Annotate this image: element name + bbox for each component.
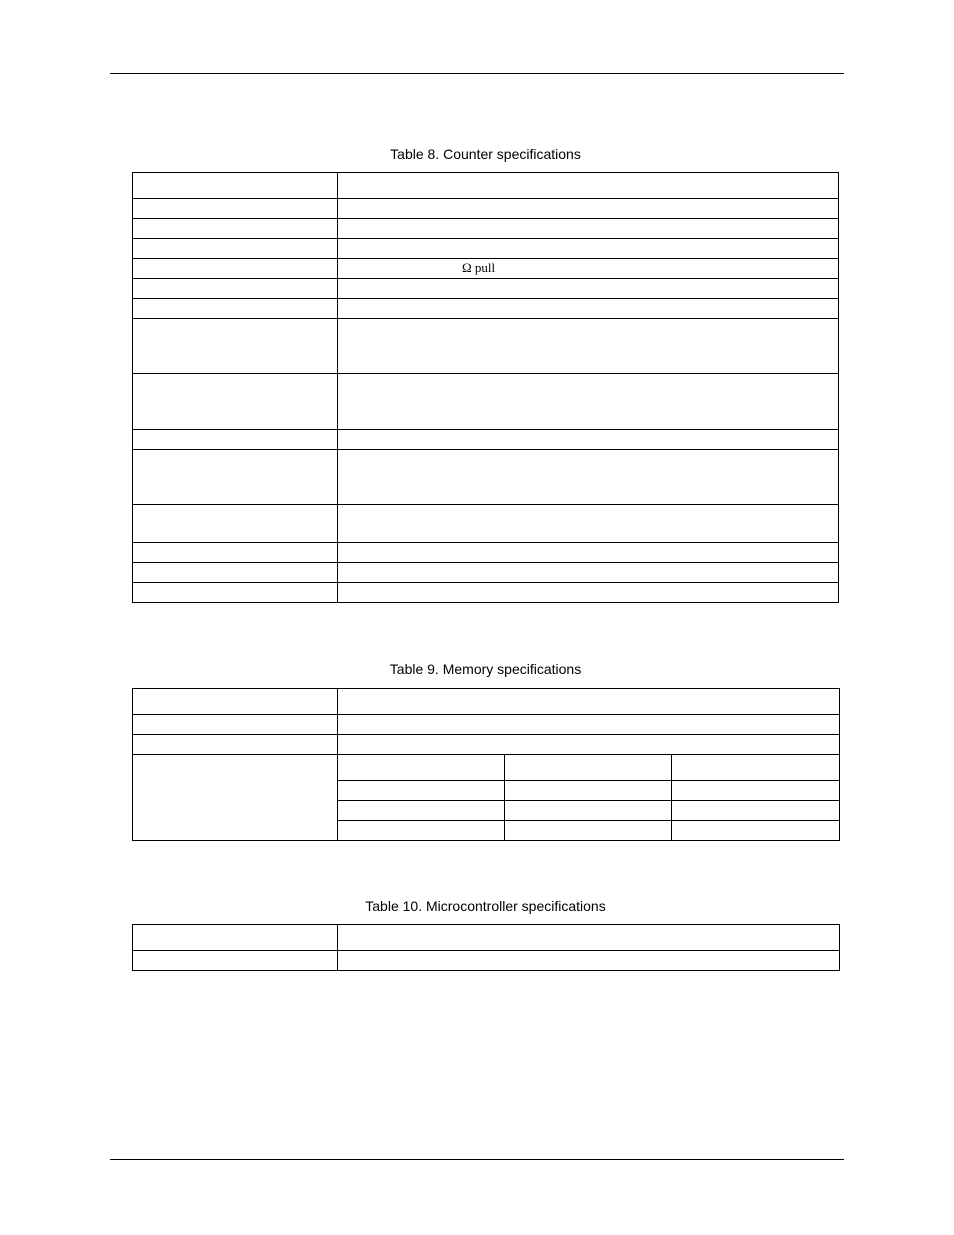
- sub-cell: [505, 755, 672, 781]
- table-row: [133, 715, 840, 735]
- spec-cell: [338, 299, 839, 319]
- footer-rule: [110, 1159, 844, 1160]
- table-row: [133, 583, 839, 603]
- table-row: [133, 279, 839, 299]
- spec-cell: [338, 689, 840, 715]
- param-cell: [133, 563, 338, 583]
- table-row: [133, 199, 839, 219]
- memory-spec-table: [132, 688, 840, 841]
- spec-cell: [338, 219, 839, 239]
- param-cell: [133, 543, 338, 563]
- table-row: [133, 319, 839, 374]
- table-row: [133, 430, 839, 450]
- table-row: [133, 219, 839, 239]
- sub-cell: [338, 821, 505, 841]
- param-cell: [133, 715, 338, 735]
- table-row: [133, 735, 840, 755]
- table-8-caption: Table 8. Counter specifications: [390, 146, 581, 162]
- table-row: [133, 299, 839, 319]
- spec-cell: [338, 450, 839, 505]
- table-row: [133, 505, 839, 543]
- spec-cell: [338, 279, 839, 299]
- table-9-caption: Table 9. Memory specifications: [389, 661, 582, 677]
- table-row: [133, 951, 840, 971]
- spec-cell: [338, 563, 839, 583]
- param-cell: [133, 925, 338, 951]
- param-cell: [133, 259, 338, 279]
- spec-cell: [338, 543, 839, 563]
- table-row: [133, 689, 840, 715]
- spec-cell: [338, 239, 839, 259]
- table-row: [133, 755, 840, 781]
- sub-cell: [672, 781, 840, 801]
- param-cell: [133, 735, 338, 755]
- spec-cell: [338, 259, 839, 279]
- sub-cell: [505, 781, 672, 801]
- param-cell: [133, 319, 338, 374]
- sub-cell: [672, 755, 840, 781]
- param-cell: [133, 219, 338, 239]
- spec-cell: [338, 319, 839, 374]
- spec-cell: [338, 735, 840, 755]
- param-cell: [133, 430, 338, 450]
- sub-cell: [505, 821, 672, 841]
- table-row: [133, 374, 839, 430]
- table-row: [133, 259, 839, 279]
- param-cell: [133, 450, 338, 505]
- param-cell: [133, 199, 338, 219]
- spec-cell: [338, 430, 839, 450]
- counter-spec-table: [132, 172, 839, 603]
- table-row: [133, 450, 839, 505]
- sub-cell: [505, 801, 672, 821]
- sub-cell: [672, 801, 840, 821]
- sub-cell: [672, 821, 840, 841]
- table-row: [133, 173, 839, 199]
- param-cell: [133, 583, 338, 603]
- param-cell: [133, 689, 338, 715]
- microcontroller-spec-table: [132, 924, 840, 971]
- spec-cell: [338, 199, 839, 219]
- table-row: [133, 925, 840, 951]
- param-cell: [133, 239, 338, 259]
- param-cell: [133, 505, 338, 543]
- param-cell: [133, 279, 338, 299]
- table-row: [133, 543, 839, 563]
- param-cell: [133, 951, 338, 971]
- sub-cell: [338, 801, 505, 821]
- spec-cell: [338, 173, 839, 199]
- spec-cell: [338, 505, 839, 543]
- spec-cell: [338, 583, 839, 603]
- table-row: [133, 239, 839, 259]
- param-cell: [133, 374, 338, 430]
- header-rule: [110, 73, 844, 74]
- spec-cell: [338, 715, 840, 735]
- sub-cell: [338, 781, 505, 801]
- param-cell: [133, 299, 338, 319]
- spec-cell: [338, 951, 840, 971]
- sub-cell: [338, 755, 505, 781]
- table-row: [133, 563, 839, 583]
- param-cell: [133, 173, 338, 199]
- spec-cell: [338, 925, 840, 951]
- table-10-caption: Table 10. Microcontroller specifications: [365, 898, 606, 914]
- spec-cell: [338, 374, 839, 430]
- pullup-text: Ω pull: [462, 260, 496, 275]
- param-cell: [133, 755, 338, 841]
